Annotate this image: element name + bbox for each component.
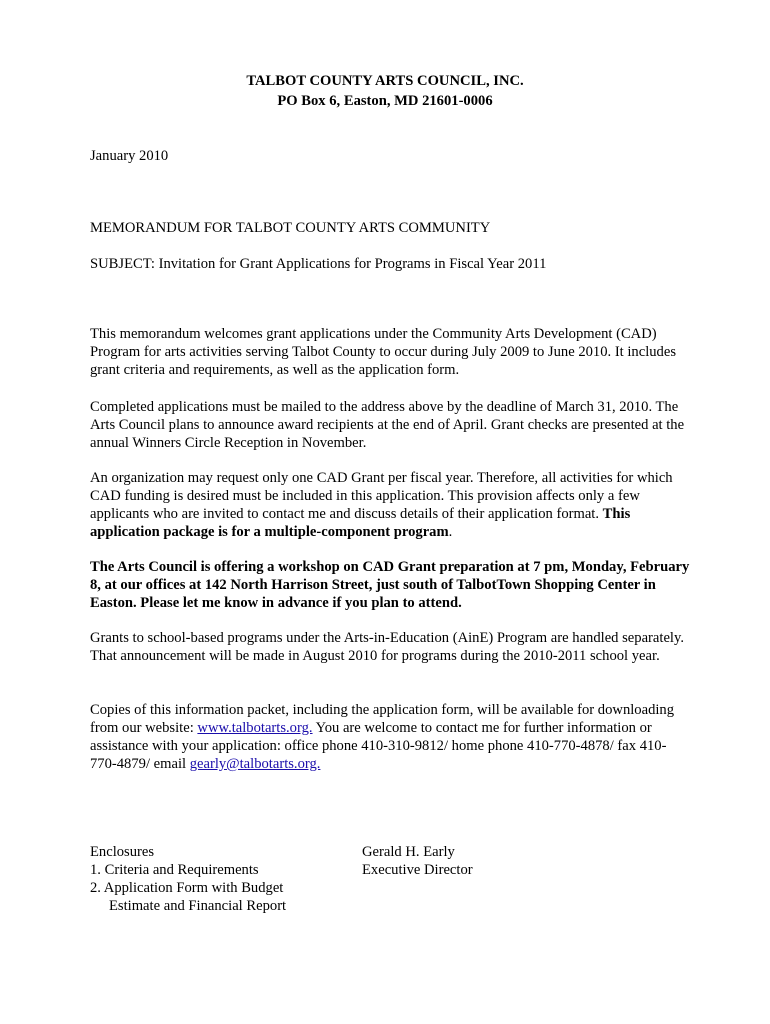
paragraph-contact <box>90 701 690 773</box>
one-grant-text: An organization may request only one CAD Grant per fiscal year. Therefore, all activities for which CAD funding is desired must be included in this application. This provision affects only a few applicants who are invited to contact me and discuss details of their application format. <box>90 470 673 522</box>
website-link[interactable]: www.talbotarts.org. <box>197 720 313 736</box>
contact-text-b: You are welcome to contact me for further information or assistance with your application: office phone 410-310-9812/ home phone 410-770-4878/ fax 410-770-4879/ email <box>90 720 667 772</box>
org-address: PO Box 6, Easton, MD 21601-0006 <box>277 93 493 109</box>
paragraph-aine: Grants to school-based programs under the Arts-in-Education (AinE) Program are handled separately. That announcement will be made in August 2010 for programs during the 2010-2011 school year. <box>90 630 684 664</box>
email-link[interactable]: gearly@talbotarts.org. <box>189 756 321 772</box>
memo-addressee: MEMORANDUM FOR TALBOT COUNTY ARTS COMMUNITY <box>90 220 491 236</box>
enclosures-block <box>90 843 350 915</box>
letterhead <box>0 71 770 111</box>
enclosure-item: 1. Criteria and Requirements <box>90 862 259 878</box>
paragraph-deadline: Completed applications must be mailed to the address above by the deadline of March 31, 2010. The Arts Council plans to announce award recipients at the end of April. Grant checks are presented at the annual Winners Circle Reception in November. <box>90 399 685 451</box>
contact-text-a: Copies of this information packet, including the application form, will be available for downloading from our website: <box>90 702 675 736</box>
memo-subject: SUBJECT: Invitation for Grant Applications for Programs in Fiscal Year 2011 <box>90 256 547 272</box>
enclosure-item-continued: Estimate and Financial Report <box>109 898 287 914</box>
multiple-component-notice: This application package is for a multiple-component program <box>90 506 631 540</box>
paragraph-intro: This memorandum welcomes grant applications under the Community Arts Development (CAD) Program for arts activities serving Talbot County to occur during July 2009 to June 2010. It includes grant criteria and requirements, as well as the application form. <box>90 326 677 378</box>
paragraph-workshop: The Arts Council is offering a workshop on CAD Grant preparation at 7 pm, Monday, February 8, at our offices at 142 North Harrison Street, just south of TalbotTown Shopping Center in Easton. Please let me know in advance if you plan to attend. <box>90 559 690 611</box>
one-grant-end: . <box>448 524 453 540</box>
enclosure-item: 2. Application Form with Budget <box>90 880 284 896</box>
paragraph-one-grant <box>90 469 690 541</box>
memo-date: January 2010 <box>90 148 169 164</box>
enclosures-title: Enclosures <box>90 844 155 860</box>
signer-name: Gerald H. Early <box>362 844 455 860</box>
signature-block <box>362 843 602 879</box>
signer-title: Executive Director <box>362 862 473 878</box>
org-name: TALBOT COUNTY ARTS COUNCIL, INC. <box>246 73 524 89</box>
